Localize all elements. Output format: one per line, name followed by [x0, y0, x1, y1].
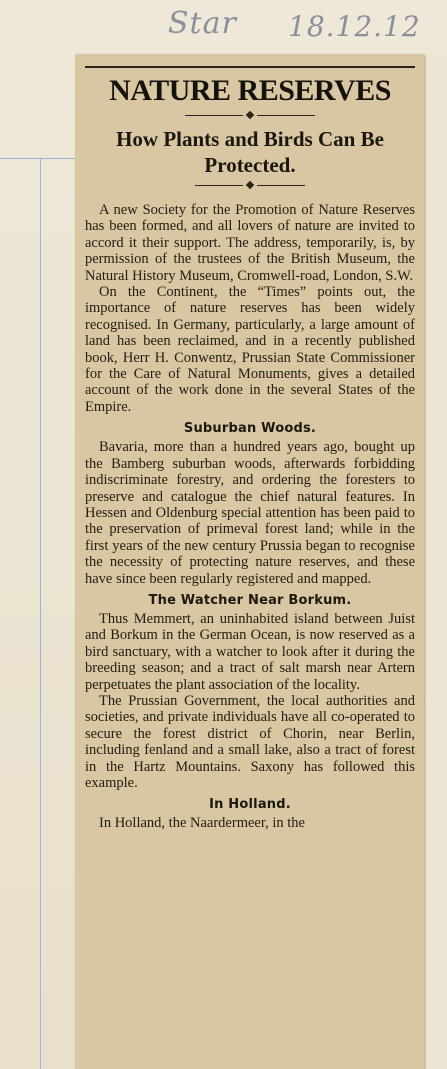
adjacent-clipping-edge — [424, 54, 447, 1069]
album-margin-line — [40, 158, 41, 1069]
newspaper-clipping — [75, 54, 424, 1069]
article-paragraph: On the Continent, the “Times” points out, the importance of nature reserves has been widely recognised. In Germany, particularly, a large amount of land has been reclaimed, and in a recently published book, Herr H. Conwentz, Prussian State Commissioner for the Care of Natural Monuments, gives a detailed account of the work done in the several States of the Empire. — [85, 284, 415, 415]
section-heading: In Holland. — [209, 797, 291, 813]
handwritten-date: 18.12.12 — [288, 10, 421, 43]
column-top-rule — [85, 66, 415, 68]
article-headline: NATURE RESERVES — [109, 74, 391, 107]
article-paragraph: Thus Memmert, an uninhabited island between Juist and Borkum in the German Ocean, is now reserved as a bird sanctuary, with a watcher to look after it during the breeding season; and a tract of salt marsh near Artern perpetuates the plant association of the locality. — [85, 610, 415, 693]
article-paragraph: A new Society for the Promotion of Nature Reserves has been formed, and all lovers of nature are invited to accord it their support. The address, temporarily, is, by permission of the trustees of the British Museum, the Natural History Museum, Cromwell-road, London, S.W. — [85, 202, 415, 284]
handwritten-source: Star — [168, 6, 237, 41]
section-heading: The Watcher Near Borkum. — [148, 592, 352, 608]
album-ruling-line — [0, 158, 75, 159]
article-paragraph: Bavaria, more than a hundred years ago, bought up the Bamberg suburban woods, afterwards forbidding indiscriminate forestry, and ordering the foresters to preserve and catalogue the chief natural features. In Hessen and Oldenburg special attention has been paid to the preservation of primeval forest land; while in the first years of the new century Prussia began to recognise the necessity of protecting nature reserves, and these have since been regularly registered and mapped. — [85, 439, 415, 587]
article — [85, 66, 415, 832]
section-heading: Suburban Woods. — [183, 421, 317, 437]
article-subheadline: How Plants and Birds Can Be Protected. — [116, 127, 384, 177]
ornament-divider — [185, 110, 315, 122]
article-paragraph: The Prussian Government, the local authorities and societies, and private individuals have all co-operated to secure the forest district of Chorin, near Berlin, including fenland and a small lake, also a tract of forest in the Hartz Mountains. Saxony has followed this example. — [85, 692, 415, 791]
handwritten-annotation — [160, 2, 430, 52]
ornament-divider — [195, 180, 305, 192]
article-paragraph: In Holland, the Naardermeer, in the — [99, 815, 305, 832]
